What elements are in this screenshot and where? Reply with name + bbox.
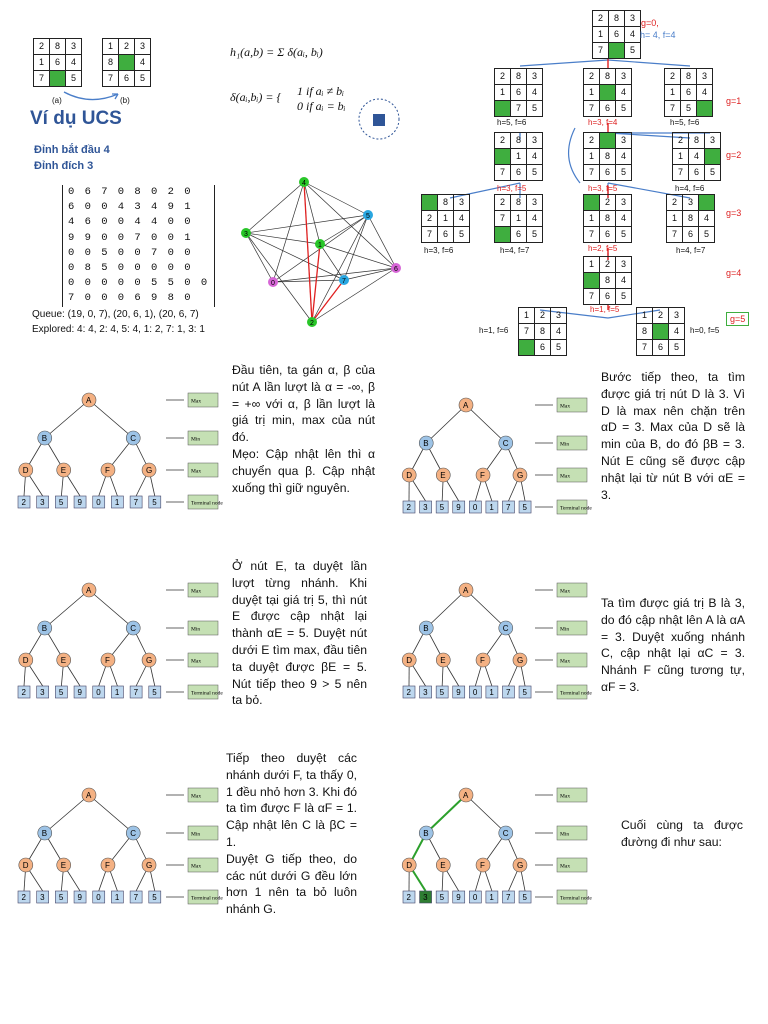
tree-node-label: A — [463, 586, 469, 595]
tree-node-label: B — [423, 624, 429, 633]
legend-label: Max — [191, 658, 202, 665]
tree-leaf-label: 0 — [472, 503, 478, 512]
paragraph-step-4: Ta tìm được giá trị B là 3, do đó cập nhật lên A là αA = 3. Duyệt xuống nhánh C, cập nhật lại αC = 3. Nhánh F cũng tương tự, αF = 3. — [601, 596, 745, 694]
tree-node-label: G — [146, 861, 153, 870]
legend-label: Min — [560, 441, 570, 448]
tree-node-label: D — [406, 861, 412, 870]
university-logo-icon — [356, 96, 402, 142]
matrix-row: 0 0 5 0 0 7 0 0 — [68, 246, 193, 259]
tree-node-label: F — [480, 656, 485, 665]
matrix-row: 7 0 0 0 6 9 8 0 — [68, 292, 193, 305]
tree-leaf-label: 1 — [114, 498, 120, 507]
svg-text:2: 2 — [310, 320, 314, 327]
tree-leaf-label: 9 — [77, 688, 83, 697]
tree-node-label: G — [516, 471, 524, 480]
tree-edge — [45, 400, 89, 438]
tree-node-label: B — [41, 434, 48, 443]
puzzle-b: 1 2 3 8 4 7 6 5 — [102, 38, 151, 87]
g-label: g=4 — [726, 268, 742, 278]
tree-leaf-label: 3 — [40, 498, 45, 507]
tree-node-label: E — [60, 466, 67, 475]
label-a: (a) — [52, 96, 62, 105]
minimax-tree-step-1 — [10, 380, 225, 525]
g-label: g=3 — [726, 208, 742, 218]
tree-leaf-label: 1 — [114, 893, 120, 902]
astar-state: 2 8 3 1 6 4 7 5 — [664, 68, 713, 117]
astar-state: 1 2 3 8 4 7 6 5 — [583, 256, 632, 305]
tree-node-label: E — [440, 656, 446, 665]
minimax-tree-step-4 — [395, 570, 595, 700]
tree-node-label: E — [60, 656, 67, 665]
matrix-row: 0 0 0 0 0 5 5 0 0 — [68, 277, 210, 290]
paragraph-step-6: Cuối cùng ta được đường đi như sau: — [621, 818, 743, 849]
adjacency-matrix — [62, 185, 215, 307]
queue-text: Queue: (19, 0, 7), (20, 6, 1), (20, 6, 7) — [32, 309, 199, 320]
tree-leaf-label: 2 — [21, 893, 26, 902]
legend-label: Max — [560, 403, 571, 410]
tree-leaf-label: 1 — [114, 688, 120, 697]
tree-node-label: D — [22, 466, 29, 475]
tree-node-label: F — [104, 656, 110, 665]
legend-label: Min — [191, 626, 201, 633]
astar-state: 2 8 3 1 4 7 6 5 — [583, 68, 632, 117]
tree-leaf-label: 3 — [423, 503, 428, 512]
tree-node-label: C — [502, 624, 509, 633]
tree-leaf-label: 3 — [423, 688, 428, 697]
hf-label: h=4, f=6 — [675, 184, 705, 193]
tree-node-label: C — [130, 829, 137, 838]
tree-node-label: D — [22, 861, 29, 870]
tree-node-label: E — [60, 861, 67, 870]
legend-label: Min — [191, 436, 201, 443]
tree-leaf-label: 0 — [472, 893, 478, 902]
tree-node-label: E — [440, 471, 446, 480]
legend-label: Max — [191, 863, 202, 870]
tree-node-label: D — [406, 471, 412, 480]
minimax-tree-step-6 — [395, 775, 595, 905]
g-label: g=1 — [726, 96, 742, 106]
hf-label: h=2, f=5 — [588, 244, 618, 253]
tree-leaf-label: 1 — [489, 688, 494, 697]
tree-node-label: A — [463, 791, 469, 800]
legend-label: Min — [560, 831, 570, 838]
matrix-row: 9 9 0 0 7 0 0 1 — [68, 231, 193, 244]
hf-label: h=3, f=5 — [588, 184, 618, 193]
tree-node-label: C — [502, 829, 509, 838]
tree-leaf-label: 9 — [456, 503, 461, 512]
tree-leaf-label: 5 — [152, 688, 157, 697]
hf-label-root: h= 4, f=4 — [640, 30, 676, 40]
hf-label: h=3, f=6 — [424, 246, 454, 255]
legend-label: Max — [191, 588, 202, 595]
legend-label: Max — [560, 473, 571, 480]
start-node: Đỉnh bắt đầu 4 — [34, 144, 110, 156]
goal-node: Đỉnh đích 3 — [34, 160, 94, 172]
g-label: g=2 — [726, 150, 742, 160]
tree-node-label: G — [146, 656, 153, 665]
g-label-goal: g=5 — [726, 312, 749, 326]
tree-node-label: A — [86, 791, 92, 800]
tree-leaf-label: 3 — [40, 893, 45, 902]
svg-text:1: 1 — [318, 242, 322, 249]
legend-label: Terminal node — [560, 505, 592, 512]
hf-label: h=3, f=5 — [497, 184, 527, 193]
legend-label: Max — [560, 863, 571, 870]
tree-leaf-label: 9 — [456, 893, 461, 902]
label-b: (b) — [120, 96, 130, 105]
tree-leaf-label: 1 — [489, 893, 494, 902]
tree-node-label: E — [440, 861, 446, 870]
svg-text:6: 6 — [394, 266, 398, 273]
astar-state: 2 3 1 8 4 7 6 5 — [666, 194, 715, 243]
tree-leaf-label: 7 — [133, 498, 139, 507]
svg-text:3: 3 — [244, 231, 248, 238]
tree-leaf-label: 5 — [152, 893, 157, 902]
paragraph-step-5: Tiếp theo duyệt các nhánh dưới F, ta thấy 0, 1 đều nhỏ hơn 3. Khi đó ta tìm được F là αF = 1. Cập nhật lên C là βC = 1. Duyệt G tiếp theo, do các nút dưới G đều lớn hơn 1 nên ta bỏ luôn nhánh G. — [226, 751, 357, 917]
tree-leaf-label: 7 — [133, 688, 139, 697]
astar-state-goal: 1 2 3 8 4 7 6 5 — [636, 307, 685, 356]
tree-leaf-label: 2 — [406, 893, 411, 902]
paragraph-step-2: Bước tiếp theo, ta tìm được giá trị nút D là 3. Vì D là max nên chặn trên αD = 3. Max của D sẽ là min của B, do đó βB = 3. Nút E cũng sẽ được cập nhật lại từ nút B với αE = 3. — [601, 370, 745, 502]
astar-state: 2 3 1 8 4 7 6 5 — [583, 132, 632, 181]
legend-label: Terminal node — [191, 895, 223, 902]
tree-node-label: C — [130, 624, 137, 633]
astar-state: 2 8 3 1 4 7 6 5 — [494, 132, 543, 181]
minimax-tree-step-3 — [10, 570, 225, 715]
svg-text:4: 4 — [302, 180, 306, 187]
minimax-tree-step-2 — [395, 385, 595, 520]
tree-node-label: G — [516, 656, 524, 665]
legend-label: Min — [191, 831, 201, 838]
tree-edge — [89, 400, 133, 438]
paragraph-step-3: Ở nút E, ta duyệt lần lượt từng nhánh. Khi duyệt tại giá trị 5, thì nút E được cập nhật lại thành αE = 5. Duyệt nút dưới E tìm max, đầu tiên ta duyệt được βE = 5. Nút tiếp theo 9 > 5 nên ta bỏ. — [232, 559, 367, 708]
tree-edge — [426, 795, 466, 833]
tree-node-label: D — [406, 656, 412, 665]
tree-edge — [466, 795, 506, 833]
tree-edge — [89, 795, 133, 833]
matrix-row: 4 6 0 0 4 4 0 0 — [68, 216, 193, 229]
tree-node-label: B — [423, 829, 429, 838]
tree-leaf-label: 5 — [522, 503, 528, 512]
astar-state: 2 8 3 1 4 7 6 5 — [672, 132, 721, 181]
hf-label: h=5, f=6 — [497, 118, 527, 127]
tree-leaf-label: 5 — [522, 688, 528, 697]
tree-node-label: D — [22, 656, 29, 665]
tree-leaf-label: 0 — [96, 498, 101, 507]
astar-state: 2 8 3 7 1 4 6 5 — [494, 194, 543, 243]
tree-node-label: A — [463, 401, 469, 410]
hf-label: h=3, f=4 — [588, 118, 618, 127]
legend-label: Max — [191, 398, 202, 405]
formula-delta-1: 1 if aᵢ ≠ bᵢ — [297, 84, 345, 98]
tree-edge — [466, 405, 506, 443]
tree-node-label: F — [104, 466, 110, 475]
tree-leaf-label: 2 — [406, 503, 411, 512]
tree-node-label: G — [146, 466, 153, 475]
tree-leaf-label: 0 — [472, 688, 478, 697]
hf-label: h=1, f=6 — [479, 326, 509, 335]
hf-label: h=4, f=7 — [500, 246, 530, 255]
tree-node-label: F — [104, 861, 110, 870]
matrix-row: 0 8 5 0 0 0 0 0 — [68, 262, 193, 275]
tree-node-label: B — [41, 829, 48, 838]
formula-delta: δ(aᵢ,bᵢ) = { — [230, 90, 282, 104]
legend-label: Max — [191, 793, 202, 800]
astar-state: 2 3 1 8 4 7 6 5 — [583, 194, 632, 243]
explored-text: Explored: 4: 4, 2: 4, 5: 4, 1: 2, 7: 1, 3: 1 — [32, 324, 205, 335]
legend-label: Max — [560, 658, 571, 665]
tree-leaf-label: 5 — [439, 688, 445, 697]
tree-leaf-label: 7 — [505, 893, 511, 902]
hf-label: h=1, f=5 — [590, 305, 620, 314]
tree-node-label: A — [86, 396, 92, 405]
tree-leaf-label: 9 — [77, 893, 83, 902]
paragraph-step-1: Đầu tiên, ta gán α, β của nút A lần lượt là α = -∞, β = +∞ với α, β lần lượt là giá trị min, max của nút đó. Mẹo: Cập nhật lên thì α chuyển qua β. Cập nhật xuống thì giữ nguyên. — [232, 363, 375, 495]
tree-edge — [426, 405, 466, 443]
tree-leaf-label: 5 — [58, 498, 64, 507]
tree-leaf-label: 0 — [96, 688, 101, 697]
tree-leaf-label: 5 — [439, 503, 445, 512]
tree-leaf-label: 2 — [21, 498, 26, 507]
tree-node-label: A — [86, 586, 92, 595]
astar-state-root: 2 8 3 1 6 4 7 5 — [592, 10, 641, 59]
astar-state: 2 8 3 1 6 4 7 5 — [494, 68, 543, 117]
ucs-title: Ví dụ UCS — [30, 108, 122, 129]
tree-leaf-label: 9 — [77, 498, 83, 507]
hf-label: h=0, f=5 — [690, 326, 720, 335]
tree-leaf-label: 7 — [505, 688, 511, 697]
formula-delta-2: 0 if aᵢ = bᵢ — [297, 99, 346, 113]
legend-label: Terminal node — [191, 500, 223, 507]
tree-leaf-label: 1 — [489, 503, 494, 512]
matrix-row: 6 0 0 4 3 4 9 1 — [68, 201, 193, 214]
hf-label: h=5, f=6 — [670, 118, 700, 127]
legend-label: Max — [560, 588, 571, 595]
hf-label: h=4, f=7 — [676, 246, 706, 255]
tree-leaf-label: 2 — [21, 688, 26, 697]
puzzle-a: 2 8 3 1 6 4 7 5 — [33, 38, 82, 87]
tree-leaf-label: 2 — [406, 688, 411, 697]
minimax-tree-step-5 — [10, 775, 225, 920]
tree-edge — [45, 590, 89, 628]
tree-leaf-label: 0 — [96, 893, 101, 902]
svg-text:7: 7 — [342, 278, 346, 285]
tree-node-label: G — [516, 861, 524, 870]
tree-leaf-label: 5 — [439, 893, 445, 902]
tree-leaf-label: 7 — [133, 893, 139, 902]
tree-edge — [45, 795, 89, 833]
tree-leaf-label: 5 — [58, 688, 64, 697]
tree-leaf-label: 7 — [505, 503, 511, 512]
tree-leaf-label: 9 — [456, 688, 461, 697]
tree-edge — [89, 590, 133, 628]
tree-node-label: C — [130, 434, 137, 443]
legend-label: Max — [560, 793, 571, 800]
arrow-a-to-b-icon — [62, 90, 122, 104]
astar-state: 8 3 2 1 4 7 6 5 — [421, 194, 470, 243]
formula-h: h₁(a,b) = Σ δ(aᵢ, bᵢ) — [230, 45, 323, 59]
svg-text:0: 0 — [271, 280, 275, 287]
legend-label: Terminal node — [560, 690, 592, 697]
tree-leaf-label: 3 — [40, 688, 45, 697]
tree-leaf-label: 5 — [58, 893, 64, 902]
tree-node-label: B — [423, 439, 429, 448]
legend-label: Terminal node — [560, 895, 592, 902]
legend-label: Min — [560, 626, 570, 633]
tree-leaf-label: 3 — [423, 893, 428, 902]
legend-label: Terminal node — [191, 690, 223, 697]
tree-leaf-label: 5 — [152, 498, 157, 507]
legend-label: Max — [191, 468, 202, 475]
svg-text:5: 5 — [366, 213, 370, 220]
matrix-row: 0 6 7 0 8 0 2 0 — [68, 186, 193, 198]
ucs-graph — [232, 172, 412, 332]
astar-state: 1 2 3 7 8 4 6 5 — [518, 307, 567, 356]
tree-node-label: F — [480, 471, 485, 480]
g-label: g=0, — [641, 18, 659, 28]
tree-node-label: B — [41, 624, 48, 633]
tree-edge — [466, 590, 506, 628]
tree-leaf-label: 5 — [522, 893, 528, 902]
tree-edge — [426, 590, 466, 628]
tree-node-label: F — [480, 861, 485, 870]
tree-node-label: C — [502, 439, 509, 448]
